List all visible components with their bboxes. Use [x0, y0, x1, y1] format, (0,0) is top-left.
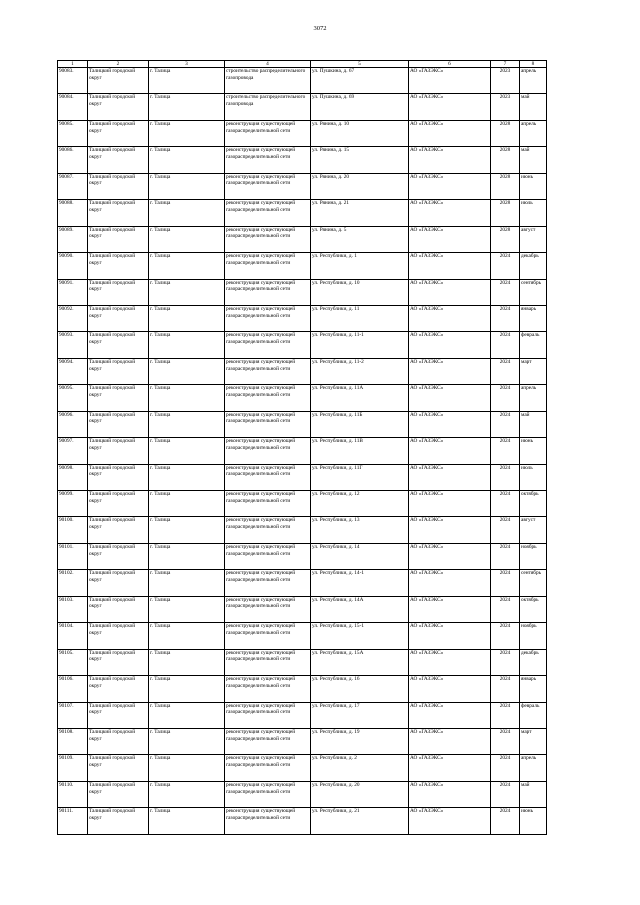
cell-organization: АО «ГАЗЭКС» [409, 253, 491, 279]
cell-number: 90099. [58, 491, 88, 517]
cell-district: Талицкий городской округ [88, 623, 149, 649]
cell-address: ул. Республики, д. 11Г [311, 464, 409, 490]
cell-settlement: г. Талица [149, 808, 225, 834]
cell-month: сентябрь [520, 570, 547, 596]
column-header: 4 [225, 61, 311, 68]
cell-month: апрель [520, 385, 547, 411]
cell-district: Талицкий городской округ [88, 200, 149, 226]
cell-number: 90104. [58, 623, 88, 649]
cell-settlement: г. Талица [149, 491, 225, 517]
cell-work-type: реконструкция существующей газораспределительной сети [225, 332, 311, 358]
cell-settlement: г. Талица [149, 120, 225, 146]
cell-address: ул. Республики, д. 11Б [311, 411, 409, 437]
table-row [58, 226, 547, 252]
cell-month: февраль [520, 702, 547, 728]
cell-work-type: реконструкция существующей газораспределительной сети [225, 570, 311, 596]
cell-district: Талицкий городской округ [88, 517, 149, 543]
cell-organization: АО «ГАЗЭКС» [409, 808, 491, 834]
cell-district: Талицкий городской округ [88, 543, 149, 569]
cell-month: февраль [520, 332, 547, 358]
column-header: 6 [409, 61, 491, 68]
cell-work-type: реконструкция существующей газораспределительной сети [225, 728, 311, 754]
cell-organization: АО «ГАЗЭКС» [409, 358, 491, 384]
table-row [58, 649, 547, 675]
cell-year: 2028 [491, 200, 520, 226]
cell-work-type: реконструкция существующей газораспределительной сети [225, 781, 311, 807]
cell-number: 90102. [58, 570, 88, 596]
table-row [58, 358, 547, 384]
table-row [58, 702, 547, 728]
cell-address: ул. Рянина, д. 10 [311, 120, 409, 146]
cell-work-type: реконструкция существующей газораспределительной сети [225, 226, 311, 252]
cell-work-type: реконструкция существующей газораспределительной сети [225, 517, 311, 543]
cell-number: 90111. [58, 808, 88, 834]
table-row [58, 332, 547, 358]
cell-work-type: реконструкция существующей газораспределительной сети [225, 596, 311, 622]
table-row [58, 676, 547, 702]
cell-settlement: г. Талица [149, 358, 225, 384]
cell-settlement: г. Талица [149, 702, 225, 728]
cell-district: Талицкий городской округ [88, 173, 149, 199]
cell-number: 90098. [58, 464, 88, 490]
column-header: 2 [88, 61, 149, 68]
table-row [58, 755, 547, 781]
cell-number: 90086. [58, 147, 88, 173]
table-row [58, 253, 547, 279]
cell-year: 2024 [491, 728, 520, 754]
cell-district: Талицкий городской округ [88, 279, 149, 305]
cell-month: май [520, 781, 547, 807]
table-row [58, 94, 547, 120]
cell-district: Талицкий городской округ [88, 226, 149, 252]
cell-organization: АО «ГАЗЭКС» [409, 464, 491, 490]
cell-settlement: г. Талица [149, 200, 225, 226]
cell-work-type: реконструкция существующей газораспределительной сети [225, 120, 311, 146]
cell-organization: АО «ГАЗЭКС» [409, 147, 491, 173]
cell-number: 90083. [58, 68, 88, 94]
cell-year: 2024 [491, 676, 520, 702]
cell-number: 90109. [58, 755, 88, 781]
cell-settlement: г. Талица [149, 570, 225, 596]
cell-settlement: г. Талица [149, 517, 225, 543]
cell-month: июнь [520, 438, 547, 464]
cell-number: 90087. [58, 173, 88, 199]
cell-work-type: реконструкция существующей газораспределительной сети [225, 173, 311, 199]
cell-organization: АО «ГАЗЭКС» [409, 755, 491, 781]
cell-number: 90088. [58, 200, 88, 226]
cell-settlement: г. Талица [149, 649, 225, 675]
cell-organization: АО «ГАЗЭКС» [409, 728, 491, 754]
cell-organization: АО «ГАЗЭКС» [409, 649, 491, 675]
cell-address: ул. Республики, д. 19 [311, 728, 409, 754]
cell-organization: АО «ГАЗЭКС» [409, 279, 491, 305]
cell-month: октябрь [520, 596, 547, 622]
cell-organization: АО «ГАЗЭКС» [409, 411, 491, 437]
table-row [58, 305, 547, 331]
cell-organization: АО «ГАЗЭКС» [409, 332, 491, 358]
cell-year: 2024 [491, 517, 520, 543]
cell-work-type: реконструкция существующей газораспределительной сети [225, 702, 311, 728]
cell-year: 2024 [491, 411, 520, 437]
cell-work-type: реконструкция существующей газораспределительной сети [225, 491, 311, 517]
cell-address: ул. Пушкина, д. 69 [311, 94, 409, 120]
cell-number: 90092. [58, 305, 88, 331]
cell-year: 2024 [491, 755, 520, 781]
cell-month: май [520, 94, 547, 120]
cell-year: 2028 [491, 173, 520, 199]
column-header: 8 [520, 61, 547, 68]
cell-number: 90101. [58, 543, 88, 569]
cell-work-type: реконструкция существующей газораспределительной сети [225, 279, 311, 305]
data-table [57, 60, 547, 835]
cell-organization: АО «ГАЗЭКС» [409, 120, 491, 146]
cell-address: ул. Республики, д. 20 [311, 781, 409, 807]
cell-settlement: г. Талица [149, 147, 225, 173]
cell-work-type: реконструкция существующей газораспределительной сети [225, 200, 311, 226]
cell-year: 2024 [491, 253, 520, 279]
cell-organization: АО «ГАЗЭКС» [409, 438, 491, 464]
cell-address: ул. Республики, д. 15-1 [311, 623, 409, 649]
cell-month: ноябрь [520, 543, 547, 569]
cell-month: март [520, 358, 547, 384]
cell-settlement: г. Талица [149, 781, 225, 807]
cell-address: ул. Республики, д. 13 [311, 517, 409, 543]
column-header-row [58, 61, 547, 68]
cell-settlement: г. Талица [149, 676, 225, 702]
cell-settlement: г. Талица [149, 543, 225, 569]
cell-number: 90091. [58, 279, 88, 305]
cell-month: март [520, 728, 547, 754]
cell-address: ул. Республики, д. 11-1 [311, 332, 409, 358]
cell-number: 90093. [58, 332, 88, 358]
cell-district: Талицкий городской округ [88, 411, 149, 437]
column-header: 7 [491, 61, 520, 68]
table-row [58, 517, 547, 543]
cell-number: 90090. [58, 253, 88, 279]
cell-settlement: г. Талица [149, 332, 225, 358]
cell-year: 2024 [491, 305, 520, 331]
cell-district: Талицкий городской округ [88, 120, 149, 146]
cell-settlement: г. Талица [149, 94, 225, 120]
cell-address: ул. Республики, д. 2 [311, 755, 409, 781]
cell-address: ул. Республики, д. 21 [311, 808, 409, 834]
cell-address: ул. Республики, д. 14-1 [311, 570, 409, 596]
cell-settlement: г. Талица [149, 279, 225, 305]
cell-year: 2024 [491, 464, 520, 490]
cell-work-type: реконструкция существующей газораспределительной сети [225, 411, 311, 437]
cell-number: 90094. [58, 358, 88, 384]
cell-organization: АО «ГАЗЭКС» [409, 491, 491, 517]
cell-district: Талицкий городской округ [88, 755, 149, 781]
cell-month: апрель [520, 68, 547, 94]
cell-number: 90108. [58, 728, 88, 754]
cell-settlement: г. Талица [149, 755, 225, 781]
cell-address: ул. Рянина, д. 21 [311, 200, 409, 226]
cell-number: 90107. [58, 702, 88, 728]
cell-number: 90097. [58, 438, 88, 464]
cell-number: 90100. [58, 517, 88, 543]
cell-month: май [520, 147, 547, 173]
cell-organization: АО «ГАЗЭКС» [409, 676, 491, 702]
cell-month: июль [520, 200, 547, 226]
cell-month: июнь [520, 173, 547, 199]
cell-year: 2024 [491, 623, 520, 649]
cell-organization: АО «ГАЗЭКС» [409, 517, 491, 543]
cell-year: 2028 [491, 147, 520, 173]
cell-district: Талицкий городской округ [88, 94, 149, 120]
cell-settlement: г. Талица [149, 596, 225, 622]
cell-address: ул. Рянина, д. 5 [311, 226, 409, 252]
cell-month: август [520, 226, 547, 252]
cell-address: ул. Республики, д. 16 [311, 676, 409, 702]
table-row [58, 385, 547, 411]
cell-district: Талицкий городской округ [88, 253, 149, 279]
table-row [58, 464, 547, 490]
table-row [58, 596, 547, 622]
table-row [58, 438, 547, 464]
cell-month: январь [520, 305, 547, 331]
cell-year: 2023 [491, 94, 520, 120]
cell-district: Талицкий городской округ [88, 570, 149, 596]
cell-work-type: строительство распределительного газопровода [225, 68, 311, 94]
table-row [58, 279, 547, 305]
cell-organization: АО «ГАЗЭКС» [409, 385, 491, 411]
cell-year: 2024 [491, 332, 520, 358]
cell-work-type: реконструкция существующей газораспределительной сети [225, 358, 311, 384]
cell-month: апрель [520, 755, 547, 781]
cell-month: январь [520, 676, 547, 702]
cell-work-type: реконструкция существующей газораспределительной сети [225, 464, 311, 490]
cell-number: 90085. [58, 120, 88, 146]
table-row [58, 120, 547, 146]
cell-district: Талицкий городской округ [88, 147, 149, 173]
cell-month: май [520, 411, 547, 437]
cell-number: 90110. [58, 781, 88, 807]
cell-year: 2023 [491, 68, 520, 94]
cell-organization: АО «ГАЗЭКС» [409, 543, 491, 569]
page-number: 3072 [313, 25, 327, 32]
cell-work-type: реконструкция существующей газораспределительной сети [225, 649, 311, 675]
cell-settlement: г. Талица [149, 728, 225, 754]
cell-address: ул. Республики, д. 11В [311, 438, 409, 464]
cell-district: Талицкий городской округ [88, 438, 149, 464]
table-row [58, 623, 547, 649]
cell-work-type: реконструкция существующей газораспределительной сети [225, 305, 311, 331]
cell-settlement: г. Талица [149, 253, 225, 279]
cell-month: ноябрь [520, 623, 547, 649]
cell-settlement: г. Талица [149, 438, 225, 464]
cell-organization: АО «ГАЗЭКС» [409, 781, 491, 807]
table-row [58, 570, 547, 596]
cell-district: Талицкий городской округ [88, 68, 149, 94]
cell-district: Талицкий городской округ [88, 358, 149, 384]
cell-address: ул. Республики, д. 15А [311, 649, 409, 675]
cell-year: 2028 [491, 120, 520, 146]
cell-organization: АО «ГАЗЭКС» [409, 570, 491, 596]
cell-month: декабрь [520, 649, 547, 675]
cell-settlement: г. Талица [149, 464, 225, 490]
cell-settlement: г. Талица [149, 305, 225, 331]
cell-organization: АО «ГАЗЭКС» [409, 68, 491, 94]
cell-work-type: реконструкция существующей газораспределительной сети [225, 385, 311, 411]
cell-organization: АО «ГАЗЭКС» [409, 596, 491, 622]
cell-organization: АО «ГАЗЭКС» [409, 305, 491, 331]
cell-address: ул. Рянина, д. 20 [311, 173, 409, 199]
cell-district: Талицкий городской округ [88, 332, 149, 358]
table-row [58, 147, 547, 173]
column-header: 3 [149, 61, 225, 68]
cell-year: 2024 [491, 781, 520, 807]
cell-work-type: реконструкция существующей газораспределительной сети [225, 147, 311, 173]
cell-year: 2024 [491, 543, 520, 569]
table-row [58, 68, 547, 94]
cell-organization: АО «ГАЗЭКС» [409, 173, 491, 199]
cell-address: ул. Республики, д. 17 [311, 702, 409, 728]
cell-organization: АО «ГАЗЭКС» [409, 226, 491, 252]
cell-district: Талицкий городской округ [88, 649, 149, 675]
cell-year: 2024 [491, 702, 520, 728]
cell-organization: АО «ГАЗЭКС» [409, 702, 491, 728]
cell-address: ул. Пушкина, д. 67 [311, 68, 409, 94]
cell-district: Талицкий городской округ [88, 702, 149, 728]
cell-district: Талицкий городской округ [88, 385, 149, 411]
cell-month: апрель [520, 120, 547, 146]
cell-number: 90089. [58, 226, 88, 252]
cell-address: ул. Республики, д. 14А [311, 596, 409, 622]
cell-year: 2024 [491, 279, 520, 305]
cell-work-type: реконструкция существующей газораспределительной сети [225, 676, 311, 702]
cell-month: июль [520, 464, 547, 490]
cell-address: ул. Республики, д. 14 [311, 543, 409, 569]
cell-settlement: г. Талица [149, 226, 225, 252]
cell-settlement: г. Талица [149, 385, 225, 411]
cell-district: Талицкий городской округ [88, 464, 149, 490]
cell-number: 90095. [58, 385, 88, 411]
cell-number: 90096. [58, 411, 88, 437]
table-row [58, 411, 547, 437]
cell-address: ул. Республики, д. 10 [311, 279, 409, 305]
cell-address: ул. Республики, д. 12 [311, 491, 409, 517]
table-body [58, 68, 547, 835]
cell-address: ул. Республики, д. 1 [311, 253, 409, 279]
table-row [58, 781, 547, 807]
cell-district: Талицкий городской округ [88, 596, 149, 622]
cell-number: 90103. [58, 596, 88, 622]
table-row [58, 543, 547, 569]
cell-organization: АО «ГАЗЭКС» [409, 94, 491, 120]
cell-district: Талицкий городской округ [88, 728, 149, 754]
table-row [58, 728, 547, 754]
cell-month: сентябрь [520, 279, 547, 305]
cell-year: 2028 [491, 226, 520, 252]
cell-work-type: реконструкция существующей газораспределительной сети [225, 438, 311, 464]
cell-year: 2024 [491, 596, 520, 622]
cell-organization: АО «ГАЗЭКС» [409, 623, 491, 649]
cell-settlement: г. Талица [149, 623, 225, 649]
cell-month: декабрь [520, 253, 547, 279]
cell-year: 2024 [491, 491, 520, 517]
cell-year: 2024 [491, 385, 520, 411]
cell-work-type: реконструкция существующей газораспределительной сети [225, 623, 311, 649]
cell-district: Талицкий городской округ [88, 491, 149, 517]
column-header: 5 [311, 61, 409, 68]
cell-work-type: реконструкция существующей газораспределительной сети [225, 253, 311, 279]
table-row [58, 808, 547, 834]
cell-year: 2024 [491, 358, 520, 384]
table-row [58, 173, 547, 199]
cell-number: 90105. [58, 649, 88, 675]
cell-settlement: г. Талица [149, 68, 225, 94]
cell-month: октябрь [520, 491, 547, 517]
cell-organization: АО «ГАЗЭКС» [409, 200, 491, 226]
table-row [58, 200, 547, 226]
cell-year: 2024 [491, 808, 520, 834]
cell-address: ул. Республики, д. 11-2 [311, 358, 409, 384]
cell-work-type: строительство распределительного газопровода [225, 94, 311, 120]
cell-settlement: г. Талица [149, 411, 225, 437]
cell-year: 2024 [491, 570, 520, 596]
cell-work-type: реконструкция существующей газораспределительной сети [225, 755, 311, 781]
cell-address: ул. Республики, д. 11 [311, 305, 409, 331]
cell-year: 2024 [491, 438, 520, 464]
cell-month: август [520, 517, 547, 543]
cell-number: 90106. [58, 676, 88, 702]
column-header: 1 [58, 61, 88, 68]
cell-work-type: реконструкция существующей газораспределительной сети [225, 543, 311, 569]
cell-settlement: г. Талица [149, 173, 225, 199]
cell-district: Талицкий городской округ [88, 808, 149, 834]
cell-district: Талицкий городской округ [88, 781, 149, 807]
cell-number: 90084. [58, 94, 88, 120]
cell-address: ул. Республики, д. 11А [311, 385, 409, 411]
table-row [58, 491, 547, 517]
cell-month: июнь [520, 808, 547, 834]
cell-district: Талицкий городской округ [88, 305, 149, 331]
cell-address: ул. Рянина, д. 15 [311, 147, 409, 173]
cell-year: 2024 [491, 649, 520, 675]
cell-district: Талицкий городской округ [88, 676, 149, 702]
cell-work-type: реконструкция существующей газораспределительной сети [225, 808, 311, 834]
